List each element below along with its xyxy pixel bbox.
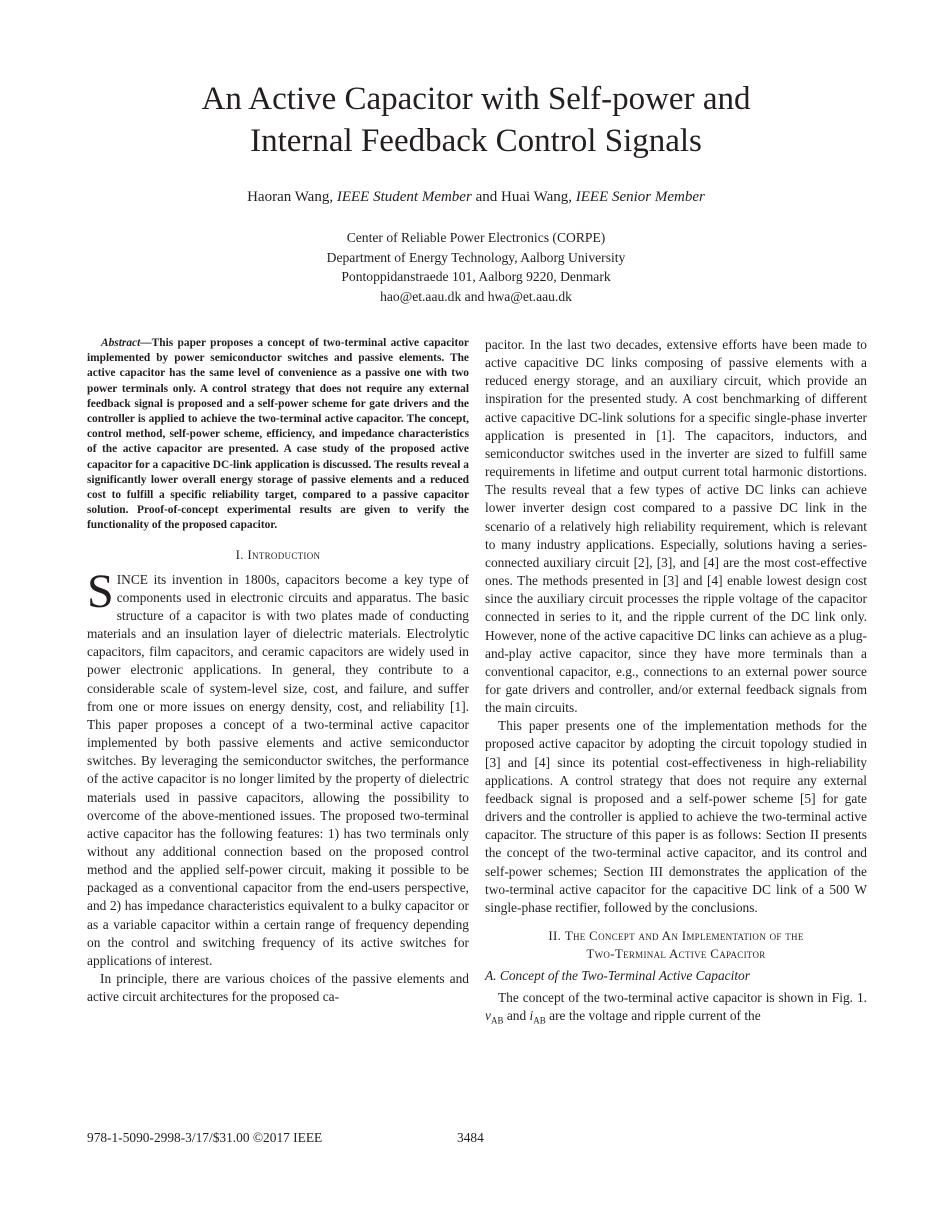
voltage-subscript: AB — [490, 1015, 504, 1026]
section-2-paragraph-1-text-a: The concept of the two-terminal active capacitor is shown in Fig. 1. — [498, 990, 867, 1006]
abstract-label: Abstract — [101, 337, 141, 349]
section-2-title-line-2: Two-Terminal Active Capacitor — [586, 946, 766, 961]
subsection-a-heading — [485, 967, 867, 985]
section-1-number: I. — [235, 546, 244, 562]
left-column — [87, 336, 469, 1006]
affiliation-block — [0, 228, 952, 306]
subsection-a-title: Concept of the Two-Terminal Active Capacitor — [499, 968, 750, 983]
author-2-name: Huai Wang, — [500, 189, 572, 205]
section-1-paragraph-1 — [87, 564, 469, 970]
author-1-name: Haoran Wang, — [247, 189, 334, 205]
affiliation-department: Department of Energy Technology, Aalborg University — [326, 249, 626, 265]
abstract — [87, 336, 469, 534]
current-symbol: i — [529, 1008, 534, 1024]
section-1-paragraph-2: In principle, there are various choices of the passive elements and active circuit architectures for the proposed ca- — [87, 971, 469, 1005]
author-2-role: IEEE Senior Member — [575, 189, 705, 205]
right-column — [485, 336, 867, 1025]
section-2-title-line-1: The Concept and An Implementation of the — [564, 928, 804, 943]
section-1-paragraph-3: This paper presents one of the implementation methods for the proposed active capacitor by adopting the circuit topology studied in [3] and [4] since its potential cost-effectiveness in high-reliability applications. A control strategy that does not require any external feedback signal is proposed and a self-power scheme [5] for gate drivers and the controller is applied to achieve the two-terminal active capacitor. The structure of this paper is as follows: Section II presents the concept of the two-terminal active capacitor, and its control and self-power schemes; Section III demonstrates the application of the two-terminal active capacitor for the capacitive DC link of a 500 W single-phase rectifier, followed by the conclusions. — [485, 718, 867, 915]
affiliation-center: Center of Reliable Power Electronics (CORPE) — [346, 230, 606, 245]
dropcap: S — [87, 564, 114, 618]
title-line-1: An Active Capacitor with Self-power and — [201, 81, 751, 117]
title-line-2: Internal Feedback Control Signals — [250, 123, 702, 159]
section-1-heading — [87, 546, 469, 563]
paper-title — [0, 78, 952, 162]
current-subscript: AB — [533, 1015, 546, 1026]
subsection-a-label: A. — [485, 968, 497, 983]
section-2-conjunction: and — [506, 1008, 527, 1024]
section-1-title: Introduction — [247, 546, 321, 562]
footer-isbn: 978-1-5090-2998-3/17/$31.00 ©2017 IEEE — [87, 1130, 323, 1145]
author-conjunction: and — [475, 189, 498, 205]
voltage-symbol: v — [485, 1008, 491, 1024]
affiliation-email: hao@et.aau.dk and hwa@et.aau.dk — [380, 288, 572, 304]
page-number: 3484 — [457, 1130, 484, 1145]
affiliation-address: Pontoppidanstraede 101, Aalborg 9220, Denmark — [341, 269, 611, 284]
abstract-text: —This paper proposes a concept of two-terminal active capacitor implemented by power semiconductor switches and passive elements. The active capacitor has the same level of convenience as a passive one with two power terminals only. A control strategy that does not require any external feedback signal is proposed and a self-power scheme for gate drivers and the controller is applied to achieve the two-terminal active capacitor. The concept, control method, self-power scheme, efficiency, and impedance characteristics of the active capacitor are presented. A case study of the proposed active capacitor for a capacitive DC-link application is discussed. The results reveal a significantly lower overall energy storage of passive elements and a reduced cost to fulfill a specific reliability target, compared to a passive capacitor solution. Proof-of-concept experimental results are given to verify the functionality of the proposed capacitor. — [87, 337, 469, 532]
section-2-paragraph-1 — [485, 989, 867, 1025]
section-1-paragraph-1-text: INCE its invention in 1800s, capacitors become a key type of components used in electronic circuits and apparatus. The basic structure of a capacitor is with two plates made of conducting materials and an insulation layer of dielectric materials. Electrolytic capacitors, film capacitors, and ceramic capacitors are widely used in power electronic applications. In general, they contribute to a considerable scale of system-level size, cost, and failure, and suffer from one or more issues on energy density, cost, and reliability [1]. This paper proposes a concept of a two-terminal active capacitor implemented by both passive elements and active semiconductor switches. By leveraging the semiconductor switches, the performance of the active capacitor is no longer limited by the property of dielectric materials used in passive capacitors, allowing the possibility to overcome of the above-mentioned issues. The proposed two-terminal active capacitor has the following features: 1) has two terminals only without any additional connection based on the proposed control method and the applied self-power circuit, making it possible to be packaged as a conventional capacitor from the end-users perspective, and 2) has impedance characteristics equivalent to a bulky capacitor or as a variable capacitor within a certain range of frequency depending on the control and switching frequency of its active switches for applications of interest. — [87, 571, 469, 968]
author-1-role: IEEE Student Member — [336, 189, 472, 205]
section-2-heading — [485, 927, 867, 963]
section-1-paragraph-2-continued: pacitor. In the last two decades, extensive efforts have been made to active capacitive DC links composing of passive elements with a reduced energy storage, and an auxiliary circuit, which provide an inspiration for the presented study. A cost benchmarking of different active capacitive DC-link solutions for a specific single-phase inverter application is presented in [1]. The capacitors, inductors, and semiconductor switches used in the inverter are sized to fulfill same requirements in lifetime and output current total harmonic distortions. The results reveal that a few types of active DC links can achieve lower inverter design cost compared to a passive DC link in the scenario of a relatively high reliability requirement, which is relevant to many industry applications. Especially, solutions having a series-connected auxiliary circuit [2], [3], and [4] are the most cost-effective ones. The methods presented in [3] and [4] enable lowest design cost since the auxiliary circuit processes the ripple voltage of the capacitor connected in series to it, and the ripple current of the DC link only. However, none of the active capacitive DC links can achieve as a plug-and-play active capacitor, since they have more terminals than a conventional capacitor, e.g., connections to an external power source for gate drivers and controller, and/or external feedback signals from the main circuits. — [485, 337, 867, 716]
author-line — [0, 187, 952, 207]
section-2-number: II. — [548, 928, 562, 943]
section-2-paragraph-1-text-b: are the voltage and ripple current of the — [549, 1008, 761, 1024]
